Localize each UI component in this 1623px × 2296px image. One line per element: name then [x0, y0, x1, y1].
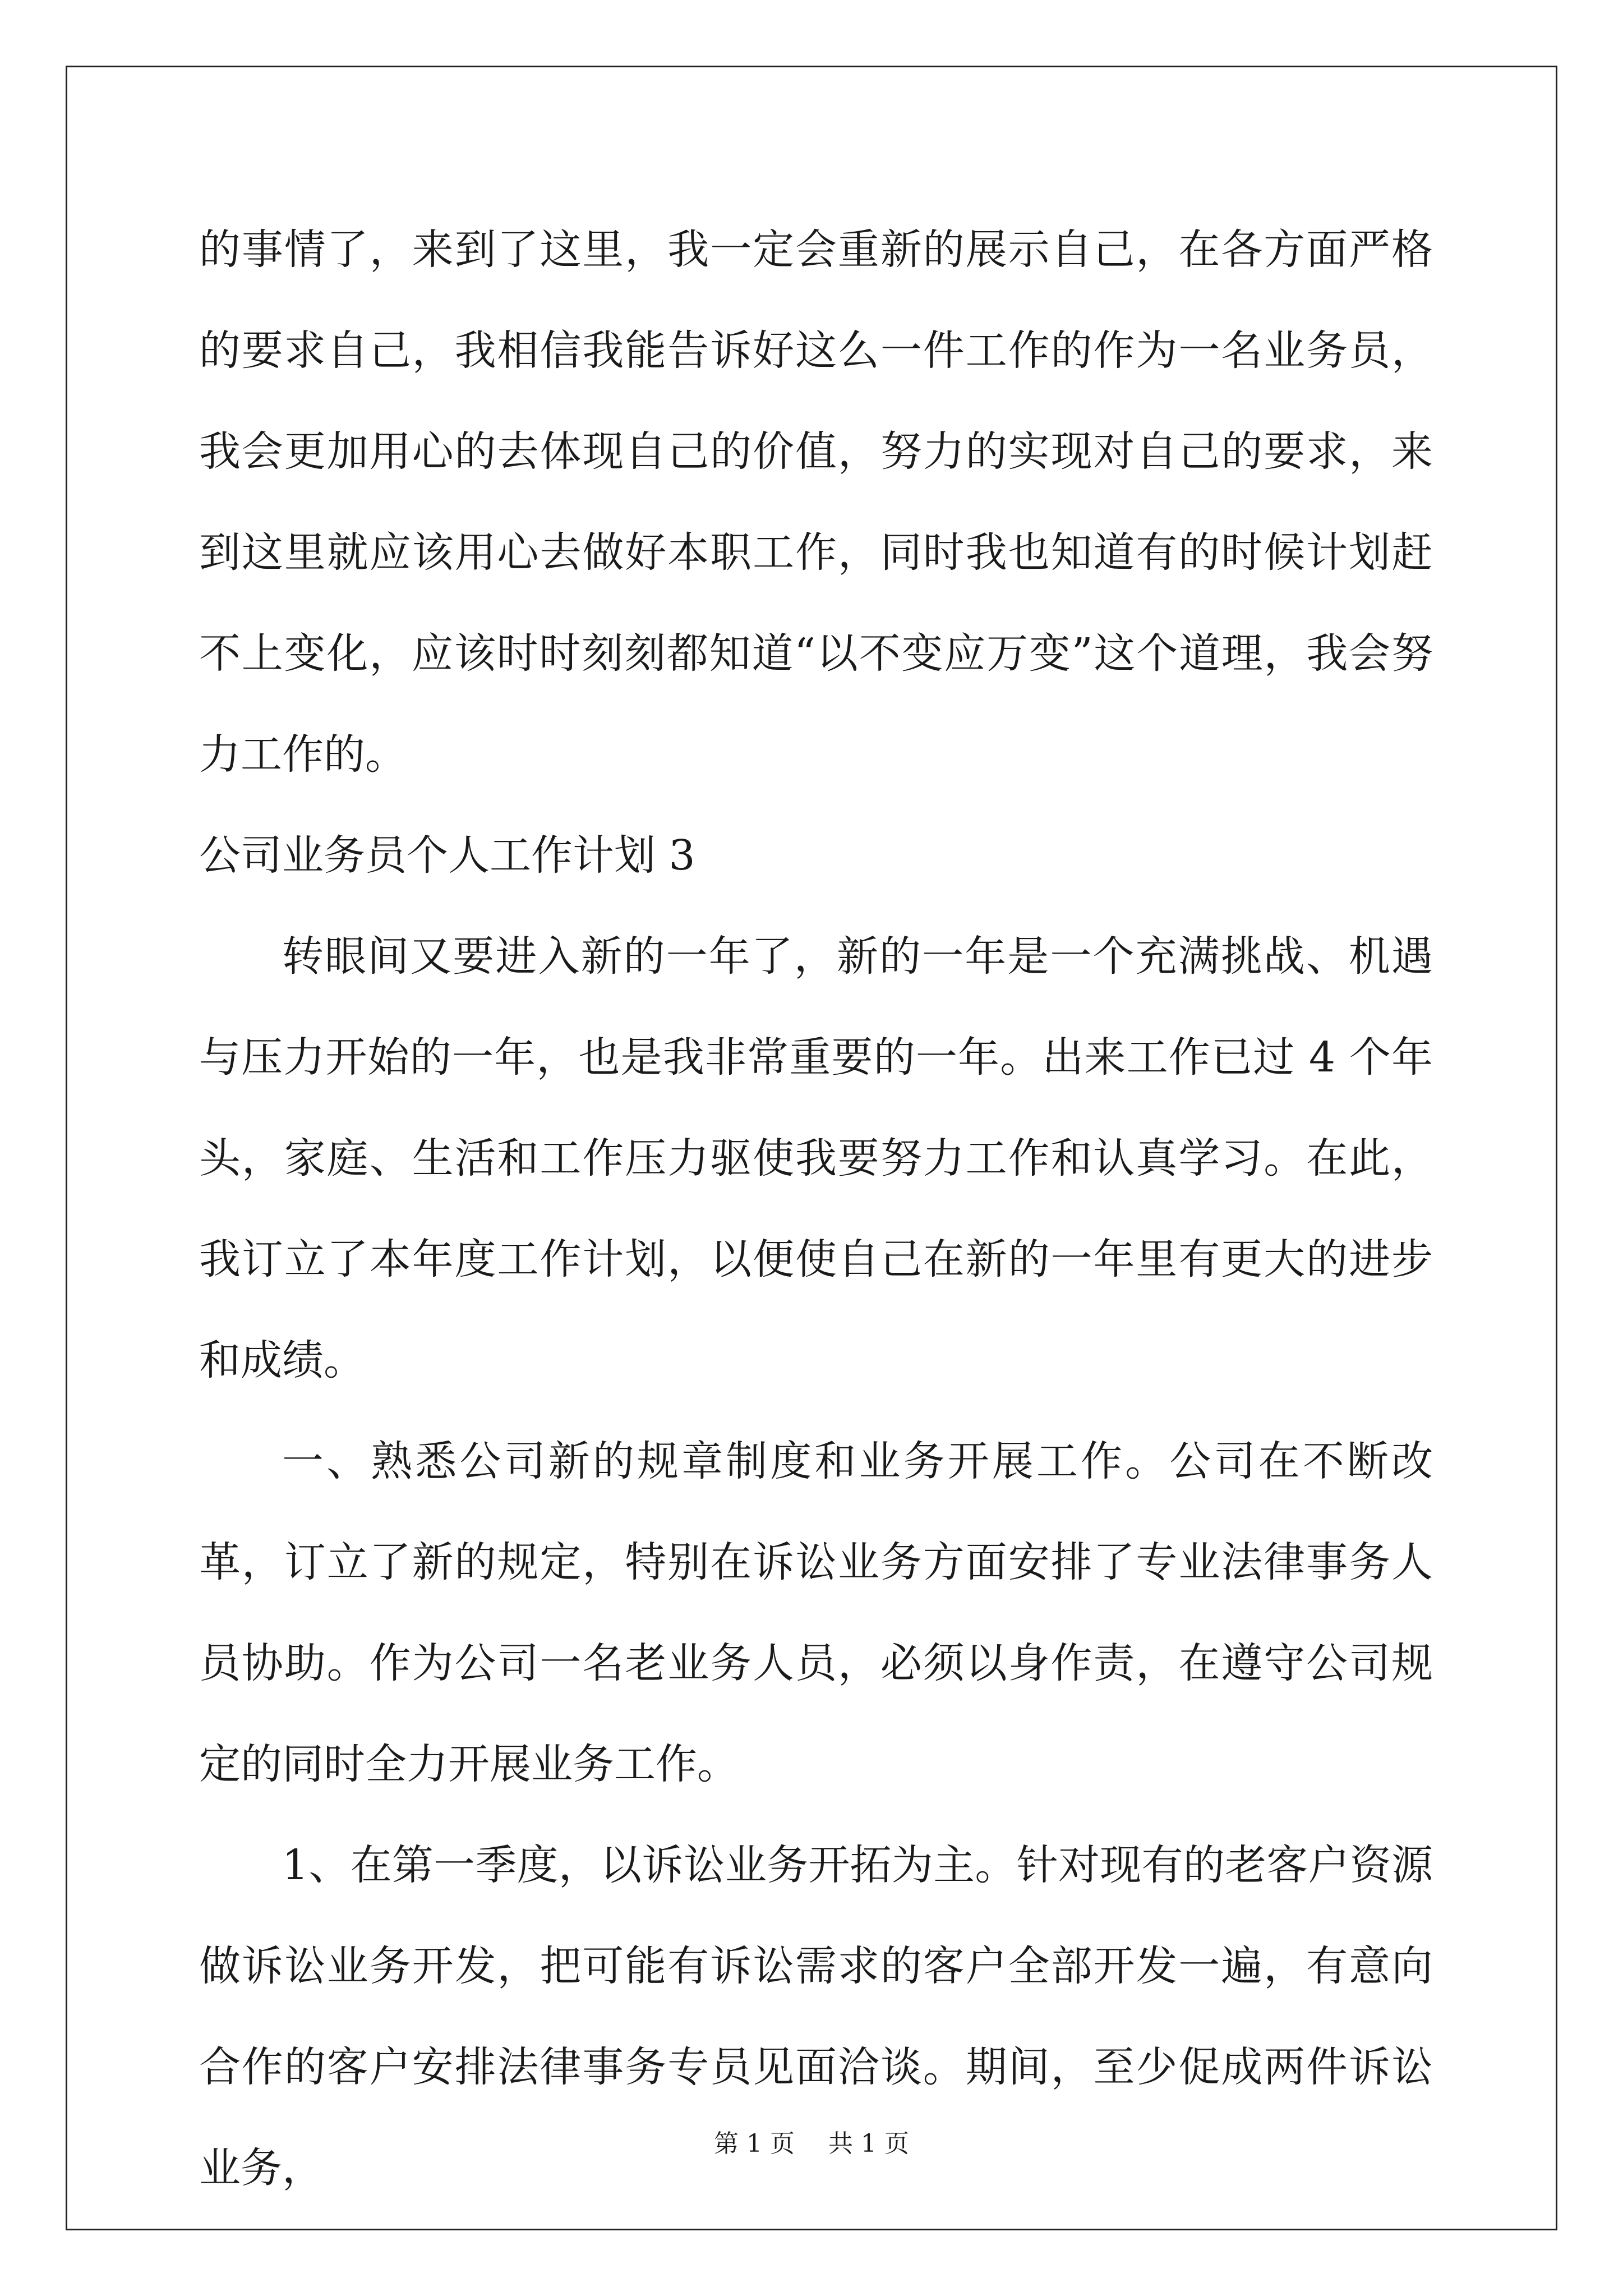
paragraph-continuation: 的事情了，来到了这里，我一定会重新的展示自己，在各方面严格的要求自己，我相信我能告诉好这么一件工作的作为一名业务员，我会更加用心的去体现自己的价值，努力的实现对自己的要求，来到这里就应该用心去做好本职工作，同时我也知道有的时候计划赶不上变化，应该时时刻刻都知道“以不变应万变”这个道理，我会努力工作的。	[199, 226, 1433, 779]
page-total: 共 1 页	[828, 2129, 909, 2158]
page-footer	[0, 2127, 1623, 2161]
page-number: 第 1 页	[714, 2129, 795, 2158]
paragraph-section-one: 一、熟悉公司新的规章制度和业务开展工作。公司在不断改革，订立了新的规定，特别在诉讼业务方面安排了专业法律事务人员协助。作为公司一名老业务人员，必须以身作责，在遵守公司规定的同时全力开展业务工作。	[199, 1437, 1433, 1788]
paragraph-item-one: 1、在第一季度，以诉讼业务开拓为主。针对现有的老客户资源做诉讼业务开发，把可能有诉讼需求的客户全部开发一遍，有意向合作的客户安排法律事务专员见面洽谈。期间，至少促成两件诉讼业务，	[199, 1841, 1433, 2192]
paragraph-intro: 转眼间又要进入新的一年了，新的一年是一个充满挑战、机遇与压力开始的一年，也是我非常重要的一年。出来工作已过 4 个年头，家庭、生活和工作压力驱使我要努力工作和认真学习。在此，我订立了本年度工作计划，以便使自己在新的一年里有更大的进步和成绩。	[199, 932, 1433, 1384]
document-body	[199, 199, 1433, 2219]
section-heading: 公司业务员个人工作计划 3	[199, 831, 695, 880]
